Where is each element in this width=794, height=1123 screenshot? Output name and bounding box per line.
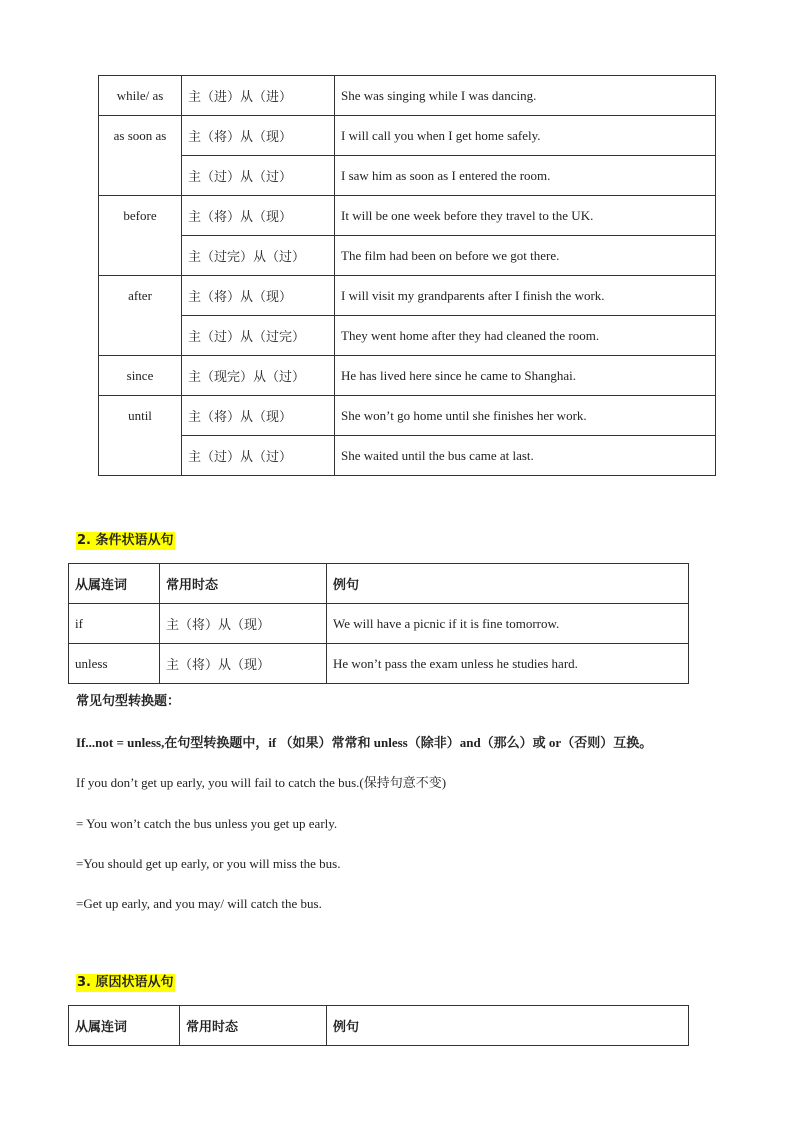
example-cell: She was singing while I was dancing. — [335, 76, 716, 116]
example-cell: We will have a picnic if it is fine tomorrow. — [327, 604, 689, 644]
example-sentence: = You won’t catch the bus unless you get up early. — [76, 816, 338, 831]
table-row — [99, 116, 716, 156]
table-row — [69, 644, 689, 684]
table-row — [99, 396, 716, 436]
conjunction-cell: until — [99, 396, 182, 476]
table-header-row — [69, 564, 689, 604]
table-header-row — [69, 1006, 689, 1046]
table-row — [99, 156, 716, 196]
tense-cell: 主（进）从（进） — [182, 76, 335, 116]
tense-cell: 主（将）从（现） — [160, 644, 327, 684]
column-header: 常用时态 — [160, 564, 327, 604]
note-title: 常见句型转换题： — [76, 694, 181, 709]
example-cell: I will call you when I get home safely. — [335, 116, 716, 156]
example-cell: He won’t pass the exam unless he studies hard. — [327, 644, 689, 684]
example-cell: She waited until the bus came at last. — [335, 436, 716, 476]
tense-cell: 主（过）从（过） — [182, 436, 335, 476]
tense-cell: 主（过完）从（过） — [182, 236, 335, 276]
section-title-cause: 3. 原因状语从句 — [77, 975, 174, 990]
conjunction-cell: before — [99, 196, 182, 276]
conjunction-cell: after — [99, 276, 182, 356]
table-row — [99, 436, 716, 476]
tense-cell: 主（将）从（现） — [182, 196, 335, 236]
column-header: 例句 — [327, 564, 689, 604]
example-cell: It will be one week before they travel to the UK. — [335, 196, 716, 236]
cause-clause-table — [68, 1005, 689, 1046]
table-row — [99, 356, 716, 396]
example-sentence: If you don’t get up early, you will fail to catch the bus.(保持句意不变) — [76, 775, 447, 790]
tense-cell: 主（将）从（现） — [182, 116, 335, 156]
conjunction-cell: unless — [69, 644, 160, 684]
time-clause-table — [98, 75, 716, 476]
example-cell: She won’t go home until she finishes her work. — [335, 396, 716, 436]
example-sentence: =Get up early, and you may/ will catch the bus. — [76, 896, 322, 911]
table-row — [99, 76, 716, 116]
tense-cell: 主（过）从（过完） — [182, 316, 335, 356]
conjunction-cell: while/ as — [99, 76, 182, 116]
table-row — [99, 276, 716, 316]
tense-cell: 主（将）从（现） — [182, 276, 335, 316]
column-header: 从属连词 — [69, 1006, 180, 1046]
conjunction-cell: as soon as — [99, 116, 182, 196]
table-row — [99, 236, 716, 276]
condition-clause-table — [68, 563, 689, 684]
tense-cell: 主（现完）从（过） — [182, 356, 335, 396]
rule-text: If...not = unless,在句型转换题中，if （如果）常常和 unless（除非）and（那么）或 or（否则）互换。 — [76, 735, 653, 750]
conjunction-cell: since — [99, 356, 182, 396]
tense-cell: 主（过）从（过） — [182, 156, 335, 196]
table-row — [69, 604, 689, 644]
table-row — [99, 316, 716, 356]
tense-cell: 主（将）从（现） — [182, 396, 335, 436]
tense-cell: 主（将）从（现） — [160, 604, 327, 644]
conjunction-cell: if — [69, 604, 160, 644]
section-title-condition: 2. 条件状语从句 — [77, 533, 174, 548]
column-header: 从属连词 — [69, 564, 160, 604]
table-row — [99, 196, 716, 236]
example-cell: I saw him as soon as I entered the room. — [335, 156, 716, 196]
example-sentence: =You should get up early, or you will miss the bus. — [76, 856, 341, 871]
column-header: 例句 — [327, 1006, 689, 1046]
example-cell: They went home after they had cleaned the room. — [335, 316, 716, 356]
example-cell: The film had been on before we got there. — [335, 236, 716, 276]
column-header: 常用时态 — [180, 1006, 327, 1046]
example-cell: I will visit my grandparents after I finish the work. — [335, 276, 716, 316]
example-cell: He has lived here since he came to Shanghai. — [335, 356, 716, 396]
